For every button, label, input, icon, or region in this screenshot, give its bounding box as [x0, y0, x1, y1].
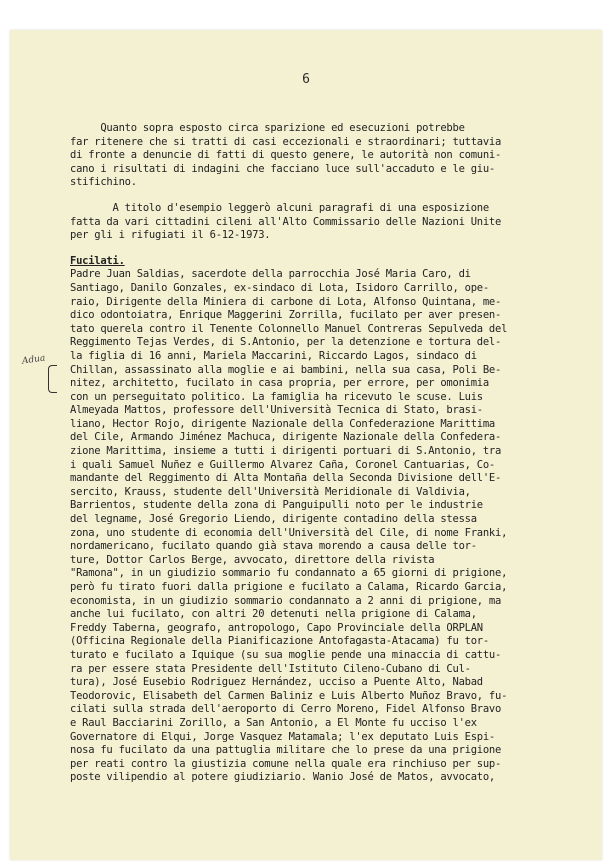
text-line: poste vilipendio al potere giudiziario. Wanio José de Matos, avvocato,: [70, 771, 496, 784]
margin-bracket: [48, 365, 57, 393]
text-line: per gli i rifugiati il 6-12-1973.: [70, 229, 271, 242]
text-line: anche lui fucilato, con altri 20 detenuti nella prigione di Calama,: [70, 608, 477, 621]
text-line: Reggimento Tejas Verdes, di S.Antonio, per la detenzione e tortura del-: [70, 336, 502, 349]
margin-note: Adua: [21, 353, 47, 367]
text-line: zona, uno studente di economia dell'Università del Cile, di nome Franki,: [70, 526, 508, 539]
text-line: nitez, architetto, fucilato in casa propria, per errore, per omonimia: [70, 377, 489, 390]
text-line: tura), José Eusebio Rodriguez Hernández, ucciso a Puente Alto, Nabad: [70, 676, 483, 689]
text-line: per reati contro la giustizia comune nella quale era rinchiuso per sup-: [70, 757, 502, 770]
text-line: liano, Hector Rojo, dirigente Nazionale della Confederazione Marittima: [70, 417, 496, 430]
text-line: Padre Juan Saldias, sacerdote della parrocchia José Maria Caro, di: [70, 268, 471, 281]
text-line: la figlia di 16 anni, Mariela Maccarini, Riccardo Lagos, sindaco di: [70, 349, 477, 362]
section-heading: Fucilati.: [70, 254, 125, 267]
text-line: dico odontoiatra, Enrique Maggerini Zorrilla, fucilato per aver presen-: [70, 309, 502, 322]
text-line: Quanto sopra esposto circa sparizione ed esecuzioni potrebbe: [70, 122, 465, 134]
text-line: e Raul Bacciarini Zorillo, a San Antonio, a El Monte fu ucciso l'ex: [70, 716, 477, 729]
text-line: economista, in un giudizio sommario condannato a 2 anni di prigione, ma: [70, 594, 502, 607]
text-line: del Cile, Armando Jiménez Machuca, dirigente Nazionale della Confedera-: [70, 431, 502, 444]
text-line: con un perseguitato politico. La famiglia ha ricevuto le scuse. Luis: [70, 390, 483, 403]
text-line: (Officina Regionale della Pianificazione Antofagasta-Atacama) fu tor-: [70, 635, 489, 648]
text-line: Santiago, Danilo Gonzales, ex-sindaco di Lota, Isidoro Carrillo, ope-: [70, 281, 489, 294]
text-line: del legname, José Gregorio Liendo, dirigente contadino della stessa: [70, 513, 477, 526]
text-line: Barrientos, studente della zona di Panguipulli noto per le industrie: [70, 499, 483, 512]
text-line: stifichino.: [70, 176, 137, 189]
text-line: far ritenere che si tratti di casi eccezionali e straordinari; tuttavia: [70, 135, 502, 148]
text-line: zione Marittima, insieme a tutti i dirigenti portuari di S.Antonio, tra: [70, 445, 502, 458]
text-line: di fronte a denuncie di fatti di questo genere, le autorità non comuni-: [70, 149, 502, 162]
text-line: però fu tirato fuori dalla prigione e fucilato a Calama, Ricardo Garcia,: [70, 581, 508, 593]
text-line: "Ramona", in un giudizio sommario fu condannato a 65 giorni di prigione,: [70, 567, 508, 580]
document-body: [70, 122, 595, 785]
paragraph-gap: [70, 190, 595, 202]
text-line: nordamericano, fucilato quando già stava morendo a causa delle tor-: [70, 540, 477, 553]
document-page: [10, 30, 602, 860]
text-line: cilati sulla strada dell'aeroporto di Cerro Moreno, Fidel Alfonso Bravo: [70, 703, 502, 716]
text-line: A titolo d'esempio leggerò alcuni paragrafi di una esposizione: [70, 201, 489, 214]
text-line: i quali Samuel Nuñez e Guillermo Alvarez Caña, Coronel Cantuarias, Co-: [70, 458, 496, 471]
text-line: cano i risultati di indagini che facciano luce sull'accaduto e le giu-: [70, 162, 496, 175]
text-line: raio, Dirigente della Miniera di carbone di Lota, Alfonso Quintana, me-: [70, 295, 502, 308]
text-line: Almeyada Mattos, professore dell'Università Tecnica di Stato, brasi-: [70, 404, 483, 417]
text-line: ture, Dottor Carlos Berge, avvocato, direttore della rivista: [70, 553, 435, 566]
text-line: tato querela contro il Tenente Colonnello Manuel Contreras Sepulveda del: [70, 322, 508, 335]
text-line: sercito, Krauss, studente dell'Università Meridionale di Valdivia,: [70, 485, 471, 498]
page-number: 6: [302, 72, 310, 87]
paragraph-gap: [70, 243, 595, 255]
text-line: turato e fucilato a Iquique (su sua moglie pende una minaccia di cattu-: [70, 648, 502, 661]
text-line: mandante del Reggimento di Alta Montaña della Seconda Divisione dell'E-: [70, 472, 502, 485]
text-line: Chillan, assassinato alla moglie e ai bambini, nella sua casa, Poli Be-: [70, 363, 502, 376]
text-line: Teodorovic, Elisabeth del Carmen Baliniz e Luis Alberto Muñoz Bravo, fu-: [70, 689, 508, 702]
text-line: Governatore di Elqui, Jorge Vasquez Matamala; l'ex deputato Luis Espi-: [70, 730, 496, 743]
text-line: Freddy Taberna, geografo, antropologo, Capo Provinciale della ORPLAN: [70, 621, 483, 634]
text-line: fatta da vari cittadini cileni all'Alto Commissario delle Nazioni Unite: [70, 215, 502, 228]
text-line: ra per essere stata Presidente dell'Istituto Cileno-Cubano di Cul-: [70, 662, 471, 675]
text-line: nosa fu fucilato da una pattuglia militare che lo prese da una prigione: [70, 744, 502, 757]
